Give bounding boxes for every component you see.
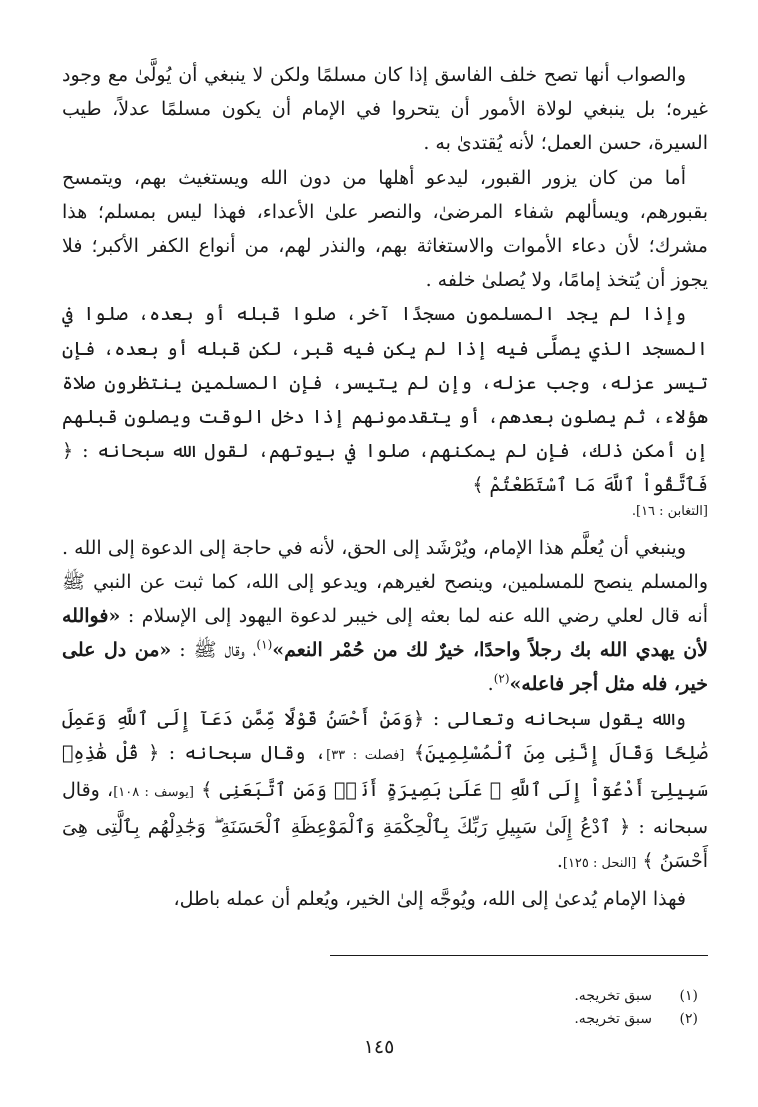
quran-verse: ﴿ ٱدْعُ إِلَىٰ سَبِيلِ رَبِّكَ بِٱلْحِكْمَةِ وَٱلْمَوْعِظَةِ ٱلْحَسَنَةِ ۖ وَجَٰدِلْهُم بِٱلَّتِى هِىَ أَحْسَنُ ﴾ bbox=[62, 816, 708, 873]
footnote-marker: (٢) bbox=[493, 672, 510, 687]
verse-reference: [يوسف : ١٠٨] bbox=[113, 785, 194, 801]
footnote-item bbox=[62, 985, 708, 1008]
footnote-text: سبق تخريجه. bbox=[574, 1011, 652, 1027]
verse-reference: [النحل : ١٢٥] bbox=[562, 856, 637, 872]
paragraph-5-text-c: ، وقال سبحانه : bbox=[62, 779, 708, 839]
paragraph-5-text-a: والله يقول سبحانه وتعالى : bbox=[432, 707, 686, 730]
page-number: ١٤٥ bbox=[363, 1036, 395, 1058]
footnote-number: (١) bbox=[679, 988, 698, 1004]
verse-reference: [التغابن : ١٦]. bbox=[631, 503, 708, 519]
footnote-item bbox=[62, 1008, 708, 1031]
footnote-marker: (١) bbox=[256, 637, 273, 652]
paragraph-5-text-d: . bbox=[556, 850, 563, 873]
page-body bbox=[62, 58, 708, 916]
paragraph-4 bbox=[62, 531, 708, 702]
paragraph-2: أما من كان يزور القبور، ليدعو أهلها من دون الله ويستغيث بهم، ويتمسح بقبورهم، ويسألهم شفاء المرضىٰ، والنصر علىٰ الأعداء، فهذا ليس بمسلم؛ هذا مشرك؛ لأن دعاء الأموات والاستغاثة بهم، والنذر لهم، من أنواع الكفر الأكبر؛ فلا يجوز أن يُتخذ إمامًا، ولا يُصلىٰ خلفه . bbox=[62, 166, 708, 292]
paragraph-4-text-c: . bbox=[487, 673, 494, 696]
footnotes bbox=[62, 985, 708, 1031]
footnote-text: سبق تخريجه. bbox=[574, 988, 652, 1004]
footnote-number: (٢) bbox=[679, 1011, 698, 1027]
paragraph-3-text: وإذا لم يجد المسلمون مسجدًا آخر، صلوا قبله أو بعده، صلوا في المسجد الذي يصلَّى فيه إذا لم يكن فيه قبر، لكن قبله أو بعده، فإن تيسر عزله، وجب عزله، وإن لم يتيسر، فإن المسلمين ينتظرون صلاة هؤلاء، ثم يصلون بعدهم، أو يتقدمونهم إذا دخل الوقت ويصلون قبلهم إن أمكن ذلك، فإن لم يمكنهم، صلوا في بيوتهم، لقول الله سبحانه : bbox=[62, 303, 708, 463]
paragraph-6: فهذا الإمام يُدعىٰ إلى الله، ويُوجَّه إلىٰ الخير، ويُعلم أن عمله باطل، bbox=[173, 887, 686, 910]
paragraph-1: والصواب أنها تصح خلف الفاسق إذا كان مسلمًا ولكن لا ينبغي أن يُولَّىٰ مع وجود غيره؛ بل ينبغي لولاة الأمور أن يتحروا في الإمام أن يكون مسلمًا عدلاً، طيب السيرة، حسن العمل؛ لأنه يُقتدىٰ به . bbox=[62, 64, 708, 155]
hadith-quote: «من دل على خير، فله مثل أجر فاعله» bbox=[62, 639, 708, 696]
paragraph-5-text-b: ، وقال سبحانه : bbox=[168, 741, 327, 764]
footnote-divider bbox=[330, 955, 708, 956]
quran-verse: ﴿ قُلْ هَٰذِهِۦ سَبِيلِىٓ أَدْعُوٓاْ إِلَى ٱللَّهِ ۚ عَلَىٰ بَصِيرَةٍ أَنَا۠ وَمَنِ ٱتَّبَعَنِى ﴾ bbox=[62, 741, 709, 802]
hadith-quote: «فوالله لأن يهدي الله بك رجلاً واحدًا، خيرٌ لك من حُمْر النعم» bbox=[62, 605, 709, 662]
paragraph-3 bbox=[62, 297, 708, 502]
verse-reference: [فصلت : ٣٣] bbox=[326, 747, 405, 763]
quran-verse: ﴿وَمَنْ أَحْسَنُ قَوْلًا مِّمَّن دَعَآ إِلَى ٱللَّهِ وَعَمِلَ صَٰلِحًا وَقَالَ إِنَّنِى مِنَ ٱلْمُسْلِمِينَ﴾ bbox=[62, 707, 708, 764]
paragraph-5 bbox=[62, 702, 708, 882]
paragraph-4-text-a: وينبغي أن يُعلَّم هذا الإمام، ويُرْشَد إلى الحق، لأنه في حاجة إلى الدعوة إلى الله . والمسلم ينصح للمسلمين، وينصح لغيرهم، ويدعو إلى الله، كما ثبت عن النبي ﷺ أنه قال لعلي رضي الله عنه لما بعثه إلى خيبر لدعوة اليهود إلى الإسلام : bbox=[62, 536, 708, 628]
quran-verse: ﴿ فَٱتَّقُواْ ٱللَّهَ مَا ٱسْتَطَعْتُمْ ﴾ bbox=[62, 440, 708, 497]
paragraph-4-text-b: ، وقال ﷺ : bbox=[179, 639, 257, 662]
